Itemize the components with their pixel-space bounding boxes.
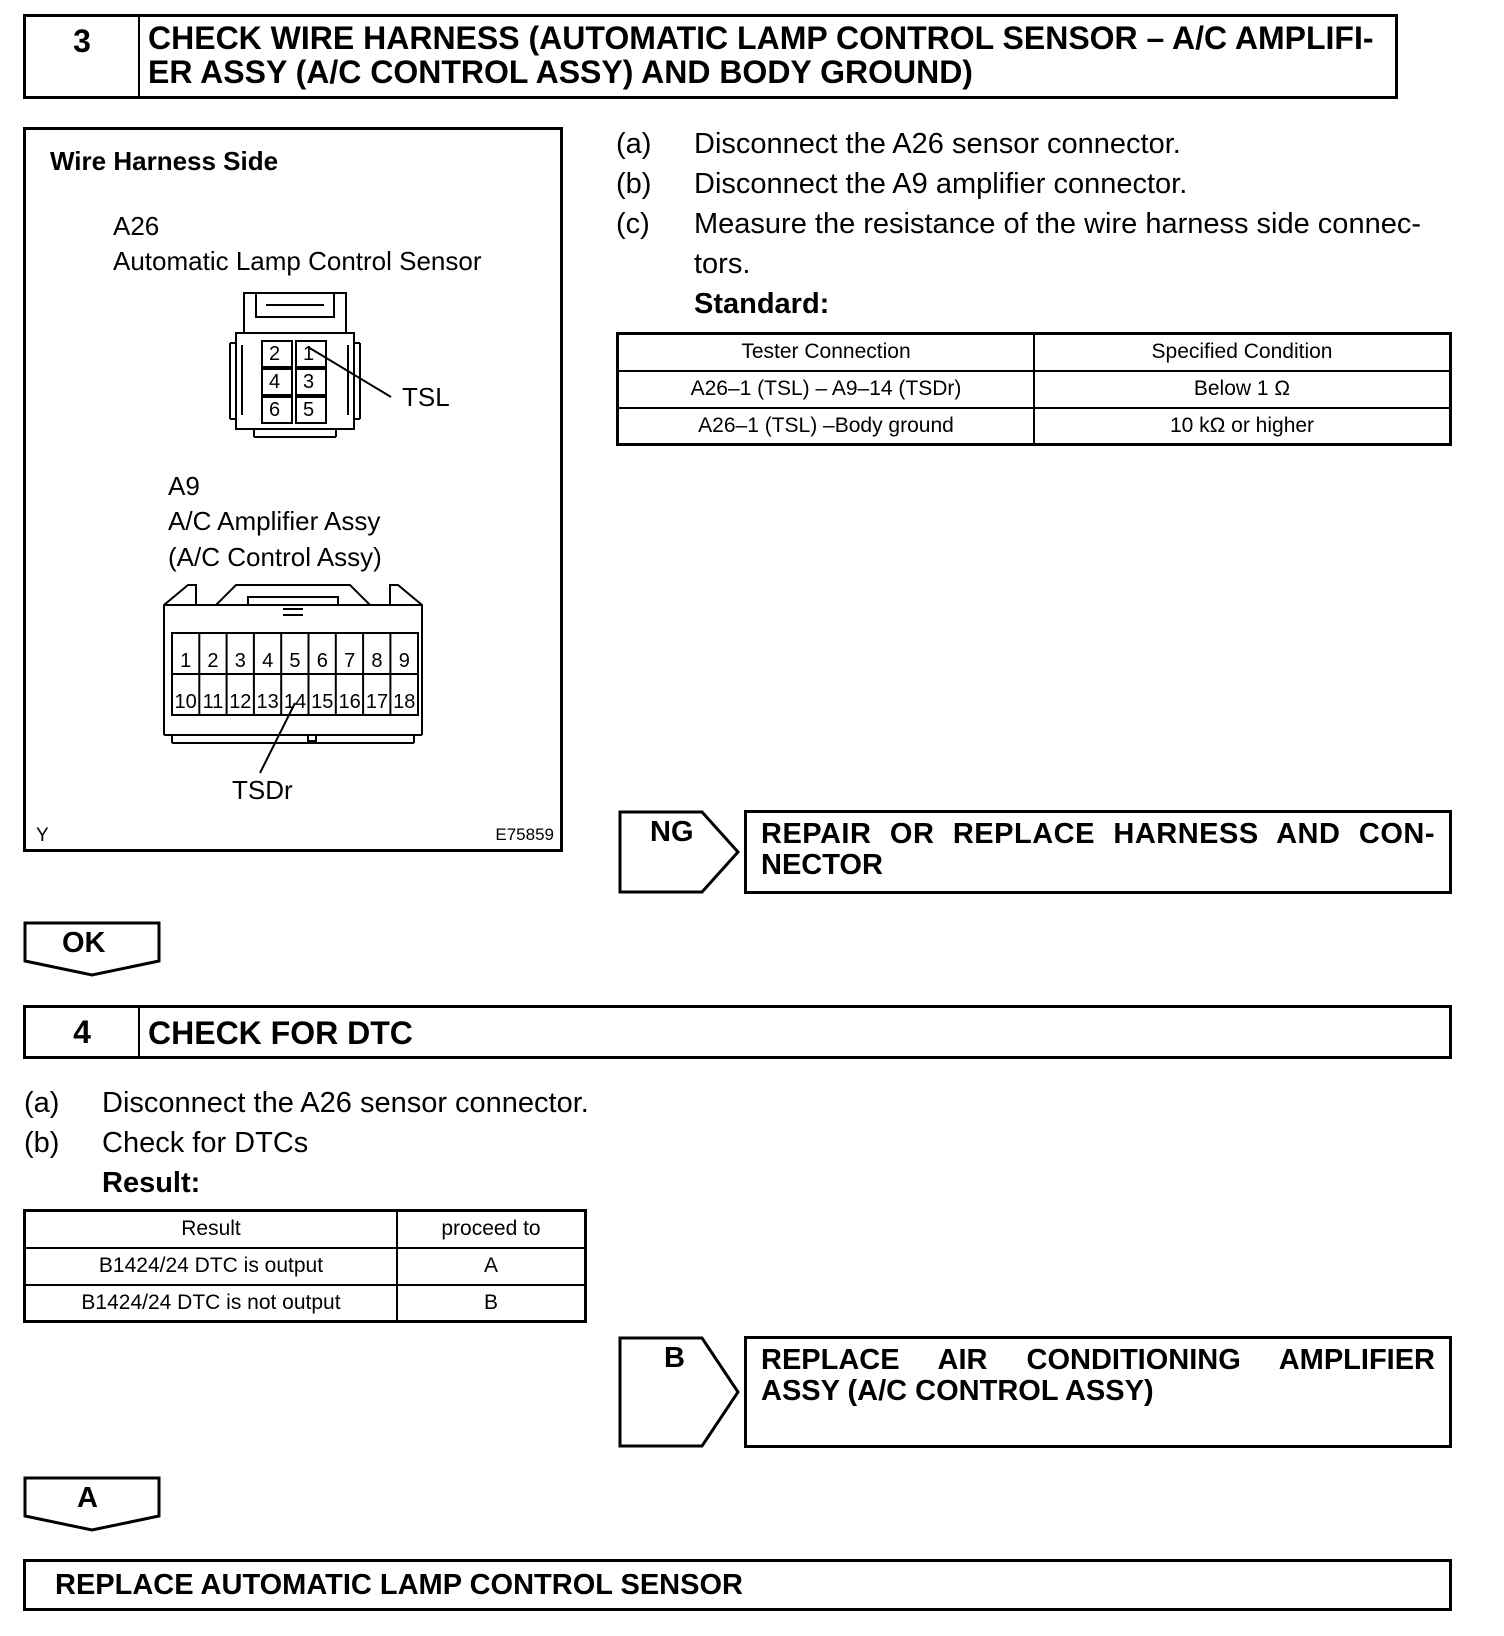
a9-pin: 7 [344,650,356,672]
final-action-box [23,1559,1452,1611]
a9-pin: 5 [289,650,301,672]
tsdr-label: TSDr [232,775,293,805]
table-cell: A [397,1248,586,1285]
ok-tag-label: OK [62,927,106,959]
step-4-header [23,1005,1452,1059]
a9-pin: 3 [234,650,246,672]
table-row [618,408,1451,445]
result-label: Result: [102,1167,201,1199]
a9-connector-id: A9 [168,471,200,501]
final-action-text: REPLACE AUTOMATIC LAMP CONTROL SENSOR [55,1569,743,1601]
table-header-row [25,1211,586,1248]
tsl-label: TSL [402,382,450,412]
table-header: Specified Condition [1034,334,1451,371]
b-action-line-1: REPLACE AIR CONDITIONING AMPLIFIER [761,1344,1435,1376]
ng-tag-label: NG [650,816,694,848]
a9-pin: 11 [202,691,224,713]
a-tag-label: A [77,1482,98,1514]
table-row [25,1285,586,1322]
table-cell: B1424/24 DTC is not output [25,1285,398,1322]
standard-table [616,332,1452,446]
ng-action-box [744,810,1452,894]
wire-harness-figure [23,127,563,852]
a9-pin: 13 [256,691,279,713]
a9-pin: 15 [311,691,334,713]
a9-pin: 8 [371,650,383,672]
step-3-instructions [616,124,1476,324]
step-title [148,21,1381,89]
a26-pin-6: 6 [269,399,281,421]
instruction-c-continued: tors. [694,248,751,280]
figure-heading: Wire Harness Side [50,146,279,176]
step-title-line-1: CHECK WIRE HARNESS (AUTOMATIC LAMP CONTROL SENSOR – A/C AMPLIFI- [148,20,1374,56]
a9-pin: 14 [283,691,307,713]
a9-pin: 10 [174,691,197,713]
a9-pin: 9 [398,650,410,672]
a26-connector-id: A26 [113,211,160,241]
step-title-line-2: ER ASSY (A/C CONTROL ASSY) AND BODY GROUND) [148,54,973,90]
a9-pin: 1 [180,650,192,672]
b-tag-label: B [664,1342,685,1374]
step-title: CHECK FOR DTC [148,1015,413,1051]
step-4-instructions [24,1083,824,1203]
ng-action-line-1: REPAIR OR REPLACE HARNESS AND CON- [761,818,1435,850]
a26-connector-drawing [226,285,456,445]
b-action-box [744,1336,1452,1448]
instruction-a: (a) Disconnect the A26 sensor connector. [616,128,1181,160]
standard-label: Standard: [694,288,830,320]
figure-corner-left: Y [36,825,49,846]
a9-connector-name-2: (A/C Control Assy) [168,542,382,572]
a9-pin-row-2 [172,687,418,728]
a9-pin: 17 [365,691,389,713]
instruction-a: (a) Disconnect the A26 sensor connector. [24,1087,589,1119]
a26-pin-3: 3 [303,371,315,393]
instruction-b: (b) Disconnect the A9 amplifier connector. [616,168,1188,200]
a9-pin: 4 [262,650,274,672]
step-number: 3 [26,17,140,96]
figure-id: E75859 [495,825,554,844]
table-row [618,371,1451,408]
table-cell: B1424/24 DTC is output [25,1248,398,1285]
a9-pin-row-1 [172,646,418,687]
ng-action-line-2: NECTOR [761,849,883,881]
table-row [25,1248,586,1285]
step-3-header [23,14,1398,99]
result-table [23,1209,587,1323]
a9-pin: 6 [316,650,328,672]
a26-pin-5: 5 [303,399,315,421]
a9-pin: 18 [393,691,416,713]
a26-pin-1: 1 [303,343,315,365]
table-cell: B [397,1285,586,1322]
table-header-row [618,334,1451,371]
a26-pin-2: 2 [269,343,281,365]
table-cell: A26–1 (TSL) –Body ground [618,408,1035,445]
table-header: Tester Connection [618,334,1035,371]
step-number: 4 [26,1008,140,1056]
a26-connector-name: Automatic Lamp Control Sensor [113,246,482,276]
a9-pin: 16 [338,691,361,713]
table-header: proceed to [397,1211,586,1248]
a9-pin: 2 [207,650,219,672]
table-cell: A26–1 (TSL) – A9–14 (TSDr) [618,371,1035,408]
table-cell: 10 kΩ or higher [1034,408,1451,445]
a26-pin-4: 4 [269,371,281,393]
b-action-line-2: ASSY (A/C CONTROL ASSY) [761,1375,1154,1407]
instruction-b: (b) Check for DTCs [24,1127,309,1159]
a9-connector-name: A/C Amplifier Assy [168,506,381,536]
table-header: Result [25,1211,398,1248]
instruction-c: (c) Measure the resistance of the wire harness side connec- [616,208,1421,240]
table-cell: Below 1 Ω [1034,371,1451,408]
a9-pin: 12 [229,691,252,713]
